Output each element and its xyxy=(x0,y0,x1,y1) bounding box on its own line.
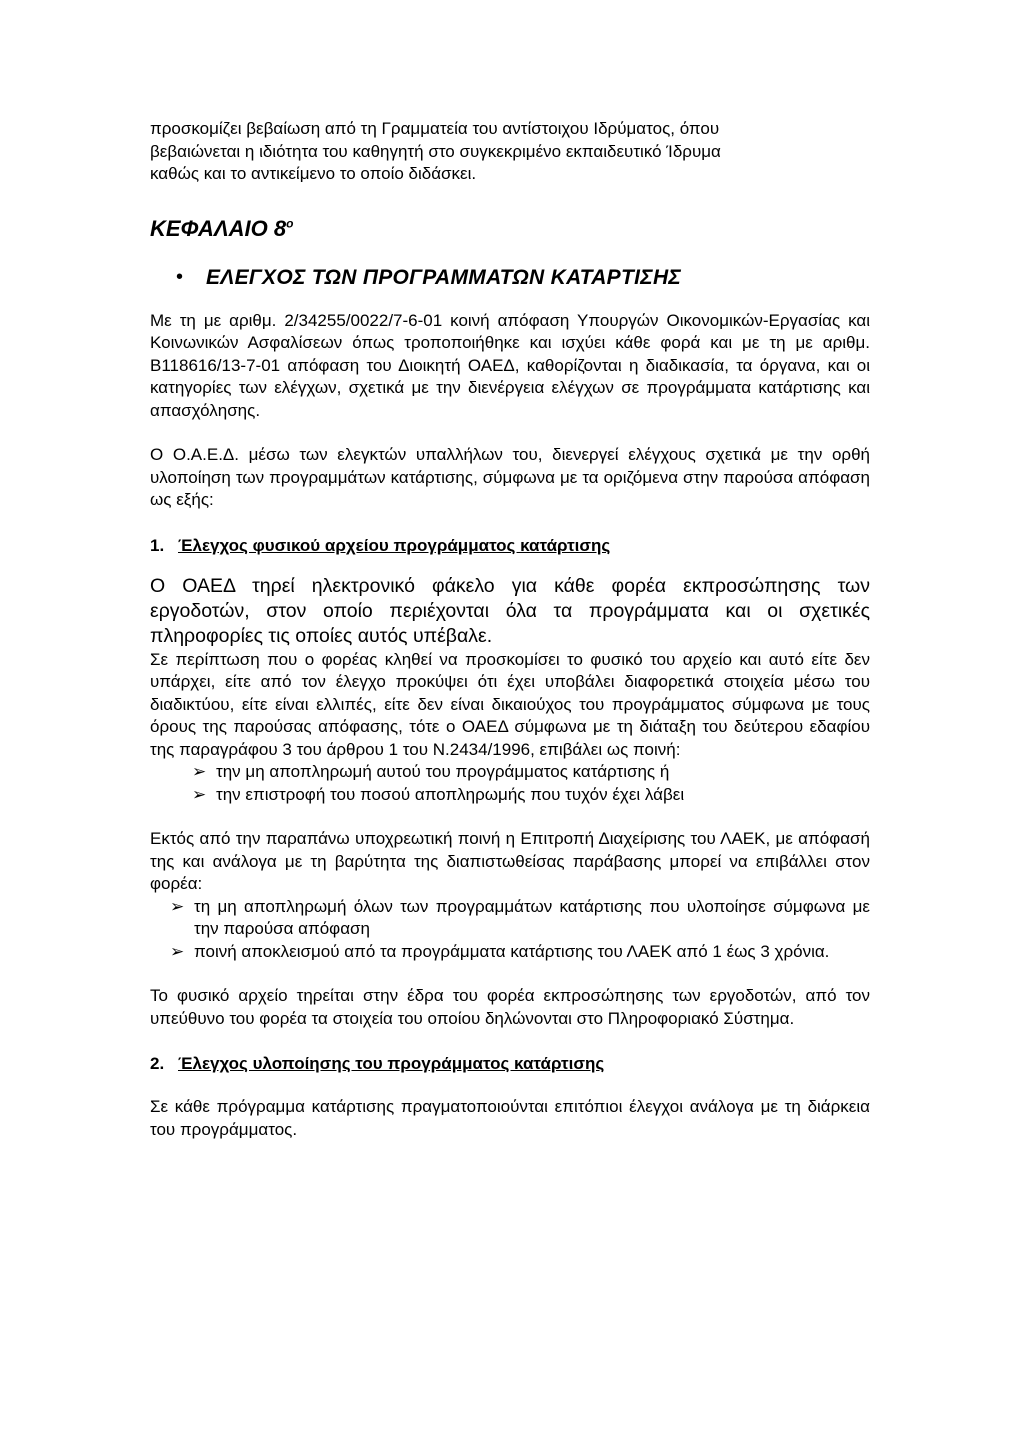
penalty-list xyxy=(192,761,870,806)
intro-line: βεβαιώνεται η ιδιότητα του καθηγητή στο συγκεκριμένο εκπαιδευτικό Ίδρυμα xyxy=(150,141,721,161)
section-1-number: 1. xyxy=(150,535,165,555)
arrow-bullet-icon: ➢ xyxy=(170,941,185,961)
chapter-sup: ο xyxy=(286,216,294,231)
paragraph-regulation: Με τη με αριθμ. 2/34255/0022/7-6-01 κοινή απόφαση Υπουργών Οικονομικών-Εργασίας και Κοινωνικών Ασφαλίσεων όπως τροποποιήθηκε και ισχύει κάθε φορά και με τη με αριθμ. Β118616/13-7-01 απόφαση του Διοικητή ΟΑΕΔ, καθορίζονται η διαδικασία, τα όργανα, και οι κατηγορίες των ελέγχων, σχετικά με την διενέργεια ελέγχων σε προγράμματα κατάρτισης και απασχόλησης. xyxy=(150,310,870,420)
bullet-icon: • xyxy=(176,266,184,288)
extra-penalty-list xyxy=(170,896,870,964)
chapter-title: ΚΕΦΑΛΑΙΟ 8 xyxy=(150,215,287,241)
penalty-text: την επιστροφή του ποσού αποπληρωμής που τυχόν έχει λάβει xyxy=(216,784,685,804)
section-2-number: 2. xyxy=(150,1054,165,1073)
chapter-heading xyxy=(150,216,870,242)
section-1-heading xyxy=(150,536,870,556)
arrow-bullet-icon: ➢ xyxy=(192,784,207,804)
section-2-heading xyxy=(150,1054,870,1074)
paragraph-oaed-controls: Ο Ο.Α.Ε.Δ. μέσω των ελεγκτών υπαλλήλων του, διενεργεί ελέγχους σχετικά με την ορθή υλοποίηση των προγραμμάτων κατάρτισης, σύμφωνα με τα οριζόμενα στην παρούσα απόφαση ως εξής: xyxy=(150,445,870,509)
penalty-text: την μη αποπληρωμή αυτού του προγράμματος κατάρτισης ή xyxy=(216,762,670,781)
intro-block xyxy=(150,118,870,186)
intro-line: προσκομίζει βεβαίωση από τη Γραμματεία του αντίστοιχου Ιδρύματος, όπου xyxy=(150,119,720,138)
list-item xyxy=(170,941,870,964)
extra-penalty-text: τη μη αποπληρωμή όλων των προγραμμάτων κατάρτισης που υλοποίησε σύμφωνα με την παρούσα απόφαση xyxy=(194,896,870,938)
list-item xyxy=(170,896,870,941)
paragraph-physical-archive-check: Σε περίπτωση που ο φορέας κληθεί να προσκομίσει το φυσικό του αρχείο και αυτό είτε δεν υπάρχει, είτε από τον έλεγχο προκύψει ότι έχει υποβάλει διαφορετικά στοιχεία μέσω του διαδικτύου, είτε είναι ελλιπές, είτε δεν είναι δικαιούχος του προγράμματος σύμφωνα με τους όρους της παρούσας απόφασης, τότε ο ΟΑΕΔ σύμφωνα με τη διάταξη του δεύτερου εδαφίου της παραγράφου 3 του άρθρου 1 του Ν.2434/1996, επιβάλει ως ποινή: xyxy=(150,649,870,759)
paragraph-archive-location: Το φυσικό αρχείο τηρείται στην έδρα του φορέα εκπροσώπησης των εργοδοτών, από τον υπεύθυνο του φορέα τα στοιχεία του οποίου δηλώνονται στο Πληροφοριακό Σύστημα. xyxy=(150,986,870,1028)
paragraph-onsite-checks: Σε κάθε πρόγραμμα κατάρτισης πραγματοποιούνται επιτόπιοι έλεγχοι ανάλογα με τη διάρκεια του προγράμματος. xyxy=(150,1097,870,1139)
paragraph-additional-penalty: Εκτός από την παραπάνω υποχρεωτική ποινή η Επιτροπή Διαχείρισης του ΛΑΕΚ, με απόφασή της και ανάλογα με τη βαρύτητα της διαπιστωθείσας παράβασης μπορεί να επιβάλλει στον φορέα: xyxy=(150,829,870,893)
section-2-title: Έλεγχος υλοποίησης του προγράμματος κατάρτισης xyxy=(178,1054,605,1073)
arrow-bullet-icon: ➢ xyxy=(192,762,207,781)
arrow-bullet-icon: ➢ xyxy=(170,896,185,916)
paragraph-electronic-file: Ο ΟΑΕΔ τηρεί ηλεκτρονικό φάκελο για κάθε φορέα εκπροσώπησης των εργοδοτών, στον οποίο περιέχονται όλα τα προγράμματα και οι σχετικές πληροφορίες τις οποίες αυτός υπέβαλε. xyxy=(150,574,870,647)
section-bullet-heading xyxy=(150,266,870,290)
document-page xyxy=(150,118,870,1141)
bullet-heading-text: ΕΛΕΓΧΟΣ ΤΩΝ ΠΡΟΓΡΑΜΜΑΤΩΝ ΚΑΤΑΡΤΙΣΗΣ xyxy=(206,265,682,289)
extra-penalty-text: ποινή αποκλεισμού από τα προγράμματα κατάρτισης του ΛΑΕΚ από 1 έως 3 χρόνια. xyxy=(194,941,830,961)
section-1-title: Έλεγχος φυσικού αρχείου προγράμματος κατάρτισης xyxy=(178,535,611,555)
list-item xyxy=(192,784,870,807)
intro-line: καθώς και το αντικείμενο το οποίο διδάσκει. xyxy=(150,164,477,183)
list-item xyxy=(192,761,870,784)
